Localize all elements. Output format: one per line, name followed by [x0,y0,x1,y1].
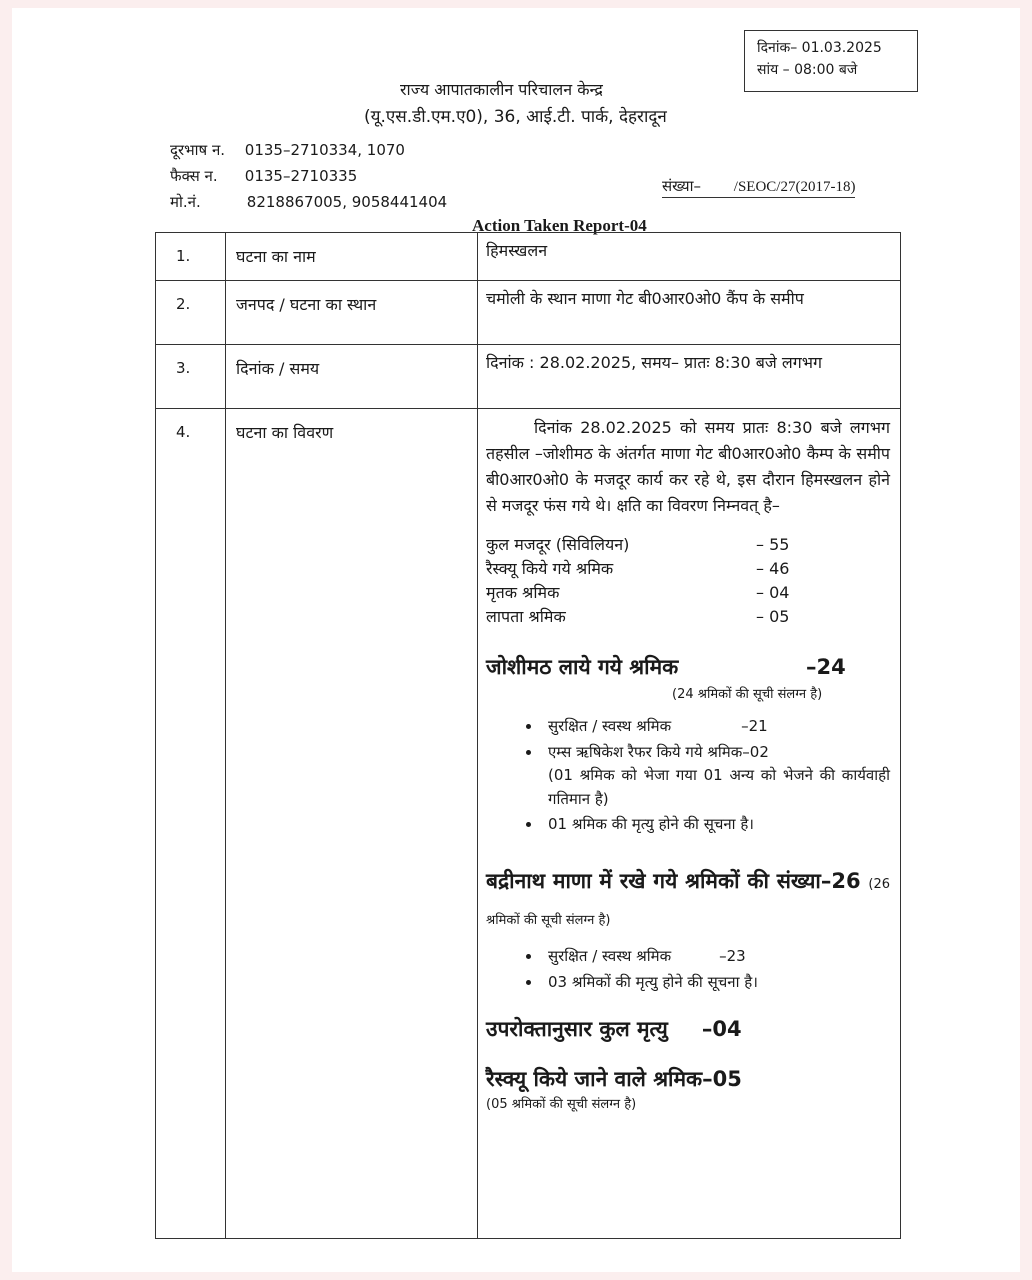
table-row [156,233,901,281]
stat-row [486,533,890,557]
stat-value: – 55 [756,535,790,554]
incident-details [478,409,901,1239]
joshimath-note: (24 श्रमिकों की सूची संलग्न है) [672,687,823,702]
stat-label: कुल मजदूर (सिविलियन) [486,535,630,554]
row-number: 2. [156,281,226,345]
fax-line [170,166,357,186]
list-item [542,943,890,969]
table-row [156,345,901,409]
stat-row [486,605,890,629]
joshimath-label: जोशीमठ लाये गये श्रमिक [486,655,679,679]
item-label: एम्स ऋषिकेश रैफर किये गये श्रमिक–02 [548,743,769,761]
stat-value: – 04 [756,583,790,602]
rescue-pending: रैस्क्यू किये जाने वाले श्रमिक–05 [486,1067,742,1091]
report-title: Action Taken Report-04 [472,216,647,235]
fax-number: 0135–2710335 [244,167,358,185]
casualty-stats [486,533,890,629]
stat-row [486,557,890,581]
total-death [486,1017,890,1041]
mobile-label: मो.नं. [170,193,201,211]
stat-label: रैस्क्यू किये गये श्रमिक [486,559,614,578]
badrinath-heading [486,865,890,937]
list-item [542,713,890,739]
reference-number [662,176,855,196]
item-value: –23 [719,947,746,965]
phone-line [170,140,405,160]
row-label: घटना का विवरण [226,409,478,1239]
stat-label: मृतक श्रमिक [486,583,560,602]
badrinath-note: (26 श्रमिकों की सूची संलग्न है) [486,877,891,928]
item-label: सुरक्षित / स्वस्थ श्रमिक [548,947,672,965]
row-label: दिनांक / समय [226,345,478,409]
total-death-label: उपरोक्तानुसार कुल मृत्यु [486,1017,668,1041]
phone-label: दूरभाष न. [170,141,226,159]
list-item: • 01 श्रमिक की मृत्यु होने की सूचना है। [542,811,890,837]
office-address: (यू.एस.डी.एम.ए0), 36, आई.टी. पार्क, देहरादून [364,107,667,127]
mobile-number: 8218867005, 9058441404 [246,193,448,211]
row-value: हिमस्खलन [478,233,901,281]
time-line: सांय – 08:00 बजे [757,62,858,78]
table-row [156,409,901,1239]
incident-intro: दिनांक 28.02.2025 को समय प्रातः 8:30 बजे लगभग तहसील –जोशीमठ के अंतर्गत माणा गेट बी0आर0ओ0 कैम्प के समीप बी0आर0ओ0 के मजदूर कार्य कर रहे थे, इस दौरान हिमस्खलन होने से मजदूर फंस गये थे। क्षति का विवरण निम्नवत् है– [486,418,890,515]
mobile-line [170,192,447,212]
phone-number: 0135–2710334, 1070 [244,141,405,159]
table-row [156,281,901,345]
document-page [12,8,1020,1272]
row-number: 1. [156,233,226,281]
rescue-pending-note: (05 श्रमिकों की सूची संलग्न है) [486,1097,637,1112]
joshimath-value: –24 [806,655,846,679]
row-label: घटना का नाम [226,233,478,281]
row-label: जनपद / घटना का स्थान [226,281,478,345]
report-table [155,232,901,1239]
item-label: सुरक्षित / स्वस्थ श्रमिक [548,717,672,735]
stat-row [486,581,890,605]
reference-label: संख्या– [662,177,702,195]
date-line: दिनांक– 01.03.2025 [757,40,882,56]
row-number: 4. [156,409,226,1239]
office-title: राज्य आपातकालीन परिचालन केन्द्र [400,80,603,99]
date-time-box [744,30,918,92]
list-item [542,739,890,811]
joshimath-list [486,713,890,837]
badrinath-label: बद्रीनाथ माणा में रखे गये श्रमिकों की संख्या–26 [486,869,861,893]
total-death-value: –04 [701,1017,742,1041]
list-item: • 03 श्रमिकों की मृत्यु होने की सूचना है। [542,969,890,995]
stat-label: लापता श्रमिक [486,607,566,626]
fax-label: फैक्स न. [170,167,218,185]
row-value: चमोली के स्थान माणा गेट बी0आर0ओ0 कैंप के समीप [478,281,901,345]
stat-value: – 05 [756,607,790,626]
reference-code: /SEOC/27(2017-18) [733,179,856,195]
row-value: दिनांक : 28.02.2025, समय– प्रातः 8:30 बजे लगभग [478,345,901,409]
badrinath-list [486,943,890,995]
row-number: 3. [156,345,226,409]
joshimath-heading [486,655,890,679]
stat-value: – 46 [756,559,790,578]
item-value: –21 [741,717,768,735]
item-subnote: (01 श्रमिक को भेजा गया 01 अन्य को भेजने की कार्यवाही गतिमान है) [548,766,890,808]
